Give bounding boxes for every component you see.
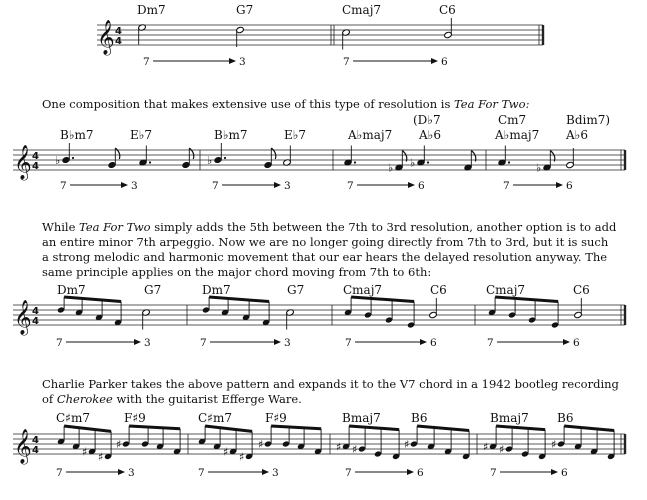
chord-symbol: F♯9 <box>265 411 287 425</box>
chord-symbol: E♭7 <box>284 128 307 142</box>
resolution-from-label: 7 <box>212 180 219 192</box>
resolution-from-label: 7 <box>345 467 352 479</box>
treble-clef-icon: 𝄞 <box>97 20 115 55</box>
paragraph-text: While <box>42 220 80 234</box>
chord-symbol: F♯9 <box>124 411 146 425</box>
paragraph-text: with the guitarist Efferge Ware. <box>112 392 302 406</box>
flat-icon: ♭ <box>388 161 394 175</box>
resolution-to-label: 6 <box>418 180 425 192</box>
note-beam <box>129 426 180 429</box>
resolution-from-label: 7 <box>60 180 67 192</box>
system-4 <box>13 411 625 479</box>
chord-symbol: B6 <box>557 411 574 425</box>
sharp-icon: ♯ <box>98 450 104 464</box>
sharp-icon: ♯ <box>258 438 264 451</box>
resolution-from-label: 7 <box>143 56 150 68</box>
time-signature-bottom: 4 <box>32 316 39 327</box>
resolution-to-label: 3 <box>284 180 291 192</box>
song-title: Tea For Two: <box>454 97 530 111</box>
time-signature-bottom: 4 <box>32 161 39 172</box>
chord-symbol: C6 <box>439 3 456 17</box>
system-3 <box>13 283 625 349</box>
sharp-icon: ♯ <box>404 438 410 451</box>
chord-symbol: A♭6 <box>566 128 588 142</box>
time-signature-top: 4 <box>115 26 122 37</box>
resolution-from-label: 7 <box>487 337 494 349</box>
flat-icon: ♭ <box>410 156 416 170</box>
resolution-to-label: 6 <box>566 180 573 192</box>
chord-symbol: E♭7 <box>130 128 153 142</box>
sharp-icon: ♯ <box>223 445 229 459</box>
time-signature-bottom: 4 <box>32 445 39 456</box>
chord-symbol: C6 <box>573 283 590 297</box>
chord-symbol: Dm7 <box>137 3 166 17</box>
sharp-icon: ♯ <box>551 438 557 451</box>
note-beam <box>417 426 469 431</box>
sharp-icon: ♯ <box>116 438 122 451</box>
note-beam <box>351 297 414 302</box>
resolution-to-label: 3 <box>272 467 279 479</box>
song-title: Cherokee <box>56 392 113 406</box>
chord-symbol: Cm7 <box>498 113 527 127</box>
resolution-from-label: 7 <box>490 467 497 479</box>
resolution-to-label: 6 <box>430 337 437 349</box>
paragraph-text: Charlie Parker takes the above pattern and expands it to the V7 chord in a 1942 bootleg recording of <box>42 377 619 406</box>
augmentation-dot <box>149 161 151 163</box>
chord-symbol: Bmaj7 <box>342 411 381 425</box>
chord-symbol: Cmaj7 <box>343 283 383 297</box>
paragraph-text: simply adds the 5th between the 7th to 3rd resolution, another option is to add an entire minor 7th arpeggio. Now we are no longer going directly from 7th to 3rd, but it is such a strong melodic and harmonic movement that our ear hears the delayed resolution anyway. The same principle applies on the major chord moving from 7th to 6th: <box>42 220 617 279</box>
time-signature-bottom: 4 <box>115 36 122 47</box>
augmentation-dot <box>508 161 510 163</box>
note-beam <box>205 426 252 431</box>
chord-symbol: Dm7 <box>202 283 231 297</box>
chord-symbol: C6 <box>430 283 447 297</box>
resolution-to-label: 6 <box>573 337 580 349</box>
note-beam <box>495 297 558 302</box>
chord-symbol: C♯m7 <box>56 411 91 425</box>
chord-symbol: G7 <box>236 3 254 17</box>
note-beam <box>64 426 111 431</box>
chord-symbol: Cmaj7 <box>486 283 526 297</box>
augmentation-dot <box>224 157 226 159</box>
chord-symbol: A♭6 <box>419 128 441 142</box>
time-signature-top: 4 <box>32 306 39 317</box>
flat-icon: ♭ <box>55 154 61 167</box>
resolution-to-label: 6 <box>561 467 568 479</box>
resolution-to-label: 3 <box>144 337 151 349</box>
flat-icon: ♭ <box>207 154 213 167</box>
sharp-icon: ♯ <box>336 440 342 454</box>
note-beam <box>64 297 121 302</box>
chord-symbol: B♭m7 <box>60 128 94 142</box>
resolution-from-label: 7 <box>343 56 350 68</box>
system-1 <box>97 3 543 68</box>
chord-symbol: Bdim7) <box>566 113 611 127</box>
note-beam <box>271 426 321 429</box>
resolution-from-label: 7 <box>347 180 354 192</box>
sharp-icon: ♯ <box>499 443 505 456</box>
treble-clef-icon: 𝄞 <box>14 145 32 180</box>
paragraph-text: One composition that makes extensive use of this type of resolution is <box>42 97 455 111</box>
chord-symbol: B♭m7 <box>214 128 248 142</box>
resolution-to-label: 3 <box>128 467 135 479</box>
chord-symbol: G7 <box>287 283 305 297</box>
resolution-to-label: 6 <box>441 56 448 68</box>
chord-symbol: A♭maj7 <box>348 128 393 142</box>
chord-symbol: B6 <box>411 411 428 425</box>
resolution-from-label: 7 <box>198 467 205 479</box>
chord-symbol: Dm7 <box>57 283 86 297</box>
chord-symbol: C♯m7 <box>198 411 233 425</box>
song-title: Tea For Two <box>79 220 151 234</box>
resolution-from-label: 7 <box>56 337 63 349</box>
chord-symbol: A♭maj7 <box>495 128 540 142</box>
augmentation-dot <box>427 161 429 163</box>
resolution-to-label: 3 <box>131 180 138 192</box>
resolution-from-label: 7 <box>345 337 352 349</box>
note-beam <box>564 426 614 431</box>
resolution-from-label: 7 <box>56 467 63 479</box>
sharp-icon: ♯ <box>82 445 88 459</box>
note-beam <box>349 426 399 430</box>
chord-symbol: Bmaj7 <box>490 411 529 425</box>
time-signature-top: 4 <box>32 151 39 162</box>
resolution-from-label: 7 <box>200 337 207 349</box>
note-beam <box>209 297 269 302</box>
resolution-to-label: 3 <box>239 56 246 68</box>
sharp-icon: ♯ <box>352 443 358 456</box>
resolution-from-label: 7 <box>503 180 510 192</box>
treble-clef-icon: 𝄞 <box>14 429 32 464</box>
augmentation-dot <box>354 161 356 163</box>
treble-clef-icon: 𝄞 <box>14 300 32 335</box>
flat-icon: ♭ <box>536 161 542 175</box>
chord-symbol: G7 <box>144 283 162 297</box>
resolution-to-label: 3 <box>284 337 291 349</box>
chord-symbol: Cmaj7 <box>342 3 382 17</box>
augmentation-dot <box>72 157 74 159</box>
note-beam <box>496 426 545 430</box>
time-signature-top: 4 <box>32 435 39 446</box>
resolution-to-label: 6 <box>417 467 424 479</box>
sharp-icon: ♯ <box>239 450 245 464</box>
chord-symbol: (D♭7 <box>413 113 441 127</box>
system-2 <box>13 113 625 192</box>
sharp-icon: ♯ <box>483 440 489 454</box>
